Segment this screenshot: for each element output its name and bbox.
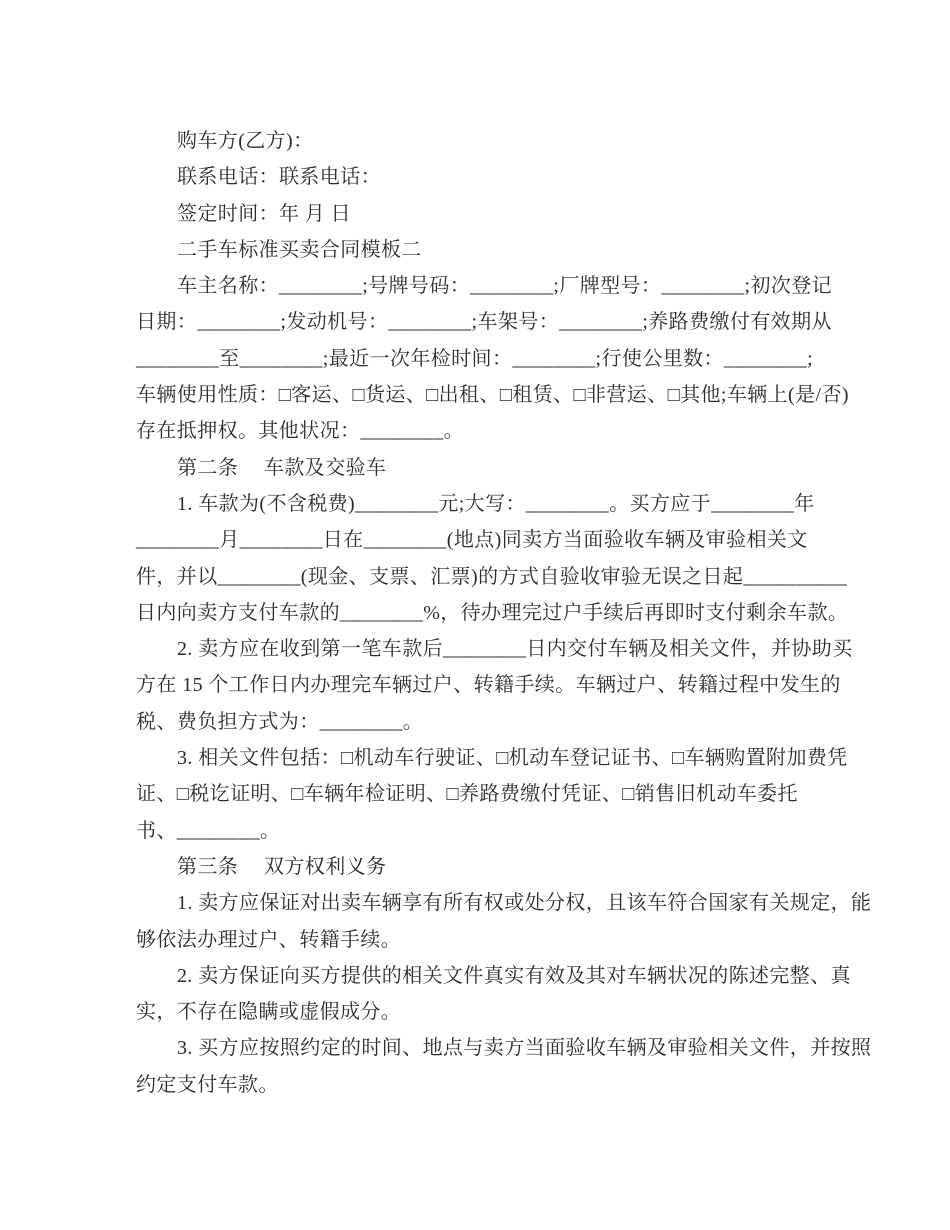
contract-line: 二手车标准买卖合同模板二 bbox=[177, 238, 422, 261]
contract-line: ________至________;最近一次年检时间：________;行使公里数：________; bbox=[136, 347, 814, 370]
contract-line: ________月________日在________(地点)同卖方当面验收车辆及审验相关文 bbox=[136, 529, 808, 552]
contract-line: 第二条 车款及交验车 bbox=[177, 456, 387, 479]
contract-line: 存在抵押权。其他状况：________。 bbox=[136, 420, 464, 443]
contract-line: 够依法办理过户、转籍手续。 bbox=[136, 928, 402, 951]
contract-line: 1. 卖方应保证对出卖车辆享有所有权或处分权，且该车符合国家有关规定，能 bbox=[177, 892, 872, 915]
contract-line: 车辆使用性质：□客运、□货运、□出租、□租赁、□非营运、□其他;车辆上(是/否) bbox=[136, 384, 849, 407]
contract-line: 3. 相关文件包括：□机动车行驶证、□机动车登记证书、□车辆购置附加费凭 bbox=[177, 747, 848, 770]
contract-line: 方在 15 个工作日内办理完车辆过户、转籍手续。车辆过户、转籍过程中发生的 bbox=[136, 674, 841, 697]
contract-line: 日内向卖方支付车款的________%，待办理完过户手续后再即时支付剩余车款。 bbox=[136, 601, 849, 624]
contract-line: 购车方(乙方)： bbox=[177, 130, 314, 152]
contract-line: 1. 车款为(不含税费)________元;大写：________。买方应于________年 bbox=[177, 492, 815, 515]
contract-line: 3. 买方应按照约定的时间、地点与卖方当面验收车辆及审验相关文件，并按照 bbox=[177, 1037, 872, 1060]
contract-line: 签定时间：年 月 日 bbox=[177, 202, 351, 225]
contract-line: 件，并以________(现金、支票、汇票)的方式自验收审验无误之日起__________ bbox=[136, 565, 848, 588]
contract-line: 车主名称：________;号牌号码：________;厂牌型号：________;初次登记 bbox=[177, 275, 833, 298]
contract-line: 书、________。 bbox=[136, 819, 281, 842]
contract-line: 证、□税讫证明、□车辆年检证明、□养路费缴付凭证、□销售旧机动车委托 bbox=[136, 783, 798, 806]
contract-line: 日期：________;发动机号：________;车架号：________;养路费缴付有效期从 bbox=[136, 311, 832, 334]
contract-line: 联系电话：联系电话： bbox=[177, 166, 381, 189]
contract-line: 2. 卖方保证向买方提供的相关文件真实有效及其对车辆状况的陈述完整、真 bbox=[177, 964, 851, 987]
contract-document bbox=[136, 123, 872, 1103]
contract-line: 实，不存在隐瞒或虚假成分。 bbox=[136, 1001, 402, 1024]
contract-line: 2. 卖方应在收到第一笔车款后________日内交付车辆及相关文件，并协助买 bbox=[177, 638, 853, 661]
contract-line: 税、费负担方式为：________。 bbox=[136, 710, 424, 733]
contract-line: 约定支付车款。 bbox=[136, 1073, 279, 1096]
contract-line: 第三条 双方权利义务 bbox=[177, 855, 387, 878]
